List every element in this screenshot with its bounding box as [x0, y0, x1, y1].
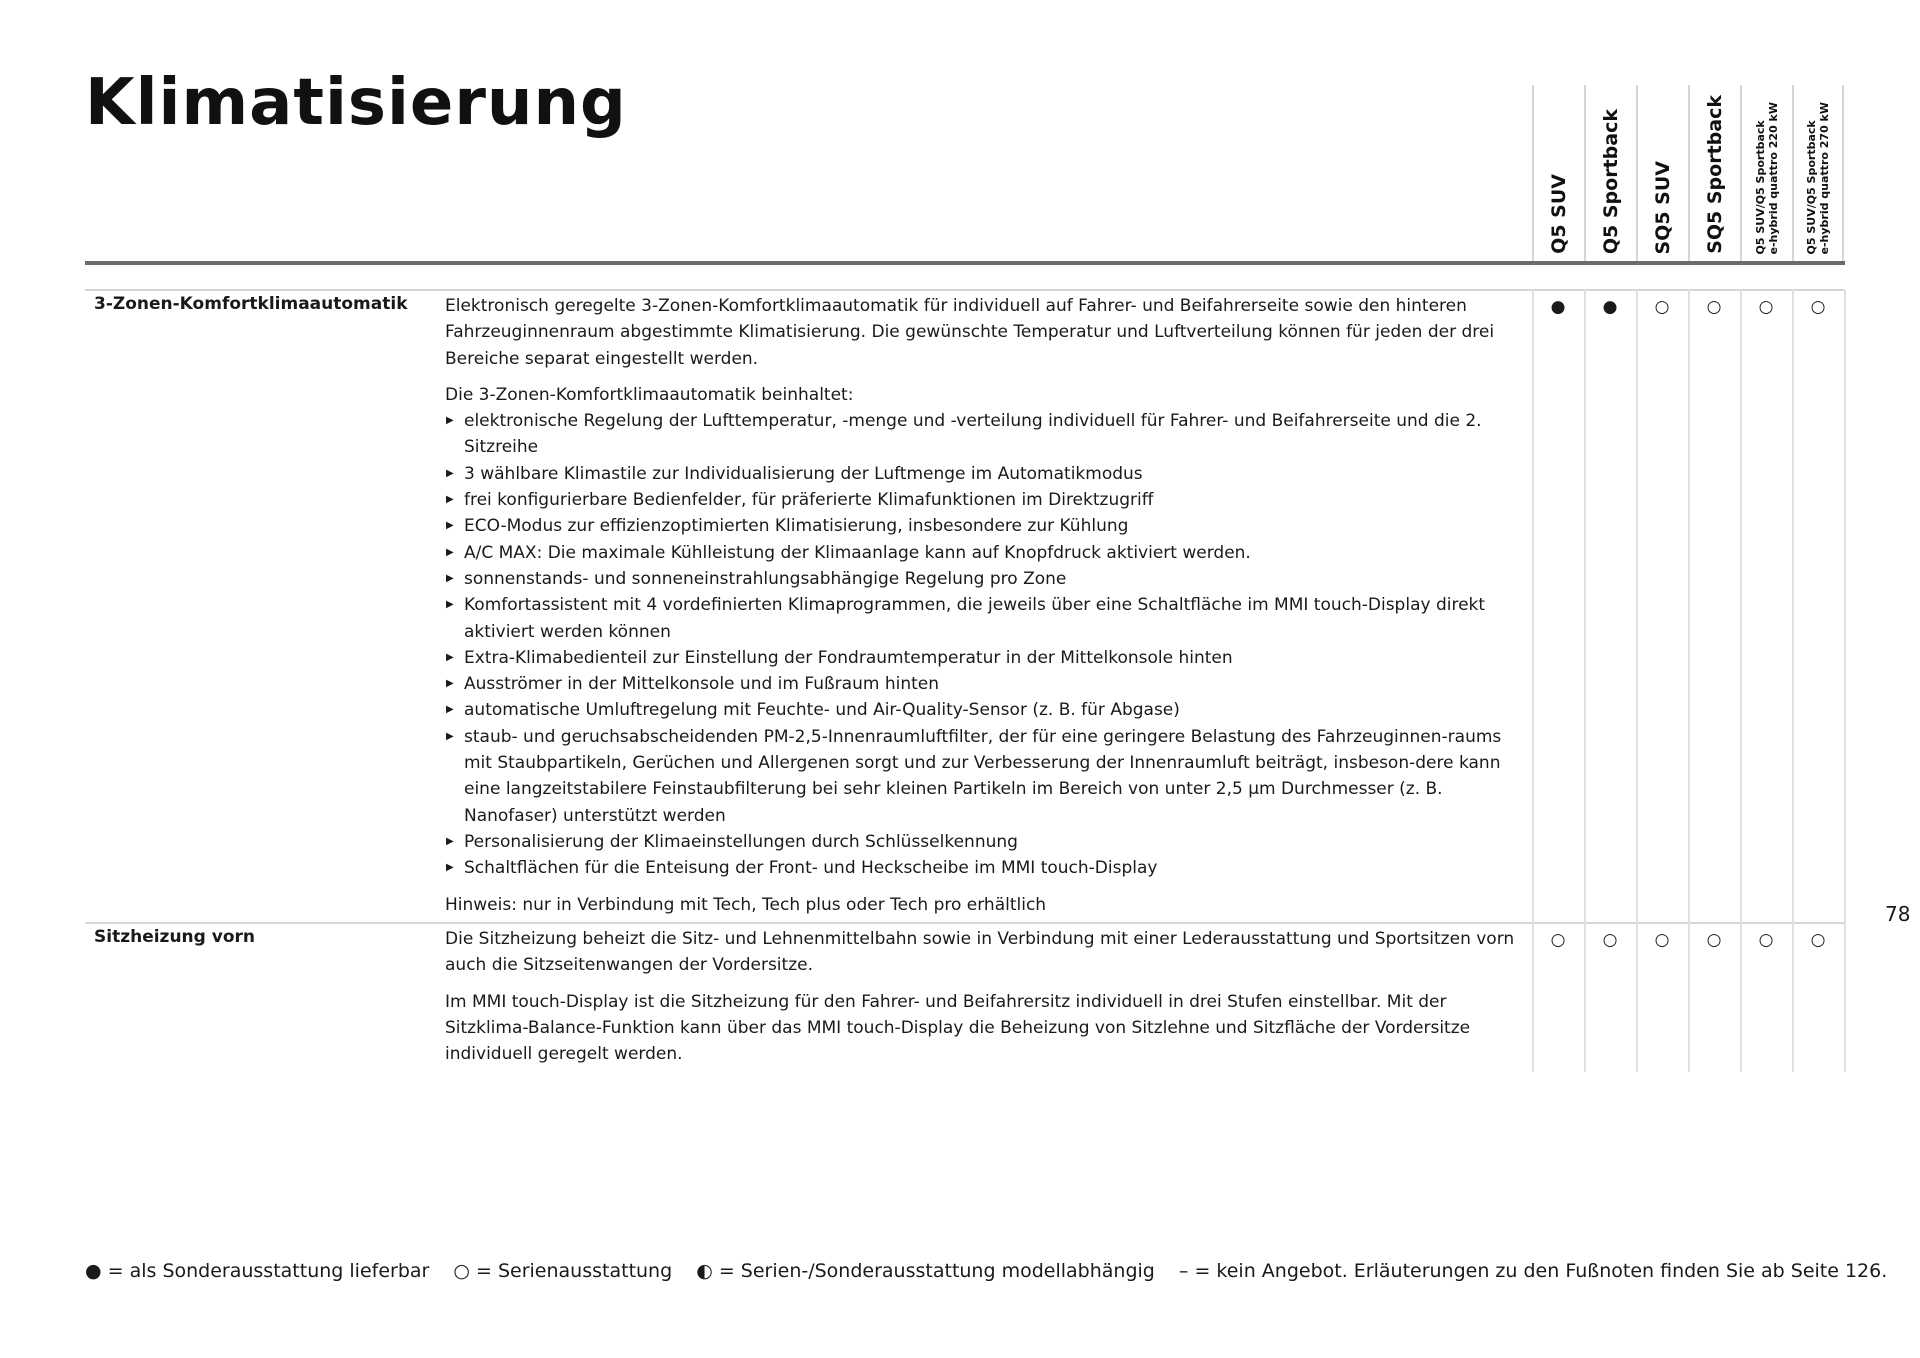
table-top-divider — [85, 289, 1845, 291]
description-note: Hinweis: nur in Verbindung mit Tech, Tech plus oder Tech pro erhältlich — [445, 894, 1047, 915]
mark-standard: ○ — [1654, 930, 1670, 950]
column-divider — [1636, 290, 1638, 1072]
feature-list — [445, 408, 1530, 881]
column-divider — [1584, 290, 1586, 1072]
row-label-sitzheizung: Sitzheizung vorn — [94, 927, 255, 947]
column-label: Q5 SUV — [1548, 174, 1570, 254]
page-number: 78 — [1885, 902, 1911, 926]
mark-optional: ● — [1550, 297, 1566, 317]
column-label: SQ5 Sportback — [1704, 95, 1726, 254]
row-description-klimaautomatik — [445, 293, 1530, 928]
mark-standard: ○ — [1706, 297, 1722, 317]
row-label-klimaautomatik: 3-Zonen-Komfortklimaautomatik — [94, 294, 408, 314]
column-label: SQ5 SUV — [1652, 160, 1674, 254]
list-item: ▶ Komfortassistent mit 4 vordefinierten Klimaprogrammen, die jeweils über eine Schaltfläche im MMI touch-Display direkt aktiviert werden können — [445, 592, 1530, 645]
column-divider — [1792, 290, 1794, 1072]
list-item: ▶ staub- und geruchsabscheidenden PM-2,5-Innenraumluftfilter, der für eine geringere Belastung des Fahrzeuginnen-raums mit Staubpartikeln, Gerüchen und Allergenen sorgt und zur Verbesserung der Innenraumluft beiträgt, insbeson-dere kann eine langzeitstabilere Feinstaubfilterung bei sehr kleinen Partikeln im Bereich von unter 2,5 µm Durchmesser (z. B. Nanofaser) unterstützt werden — [445, 724, 1530, 829]
row-description-sitzheizung — [445, 926, 1530, 1077]
list-item: ▶ frei konfigurierbare Bedienfelder, für präferierte Klimafunktionen im Direktzugriff — [445, 487, 1530, 513]
column-label: Q5 Sportback — [1600, 108, 1622, 254]
column-header-q5-sportback — [1584, 85, 1636, 262]
mark-standard: ○ — [1602, 930, 1618, 950]
list-item: ▶ Ausströmer in der Mittelkonsole und im Fußraum hinten — [445, 671, 1530, 697]
availability-marks — [1532, 296, 1844, 318]
column-label-line1: Q5 SUV/Q5 Sportback — [1754, 119, 1767, 254]
legend — [85, 1260, 1905, 1282]
mark-standard: ○ — [1810, 297, 1826, 317]
column-divider — [1740, 290, 1742, 1072]
column-divider — [1532, 290, 1534, 1072]
column-divider — [1844, 290, 1846, 1072]
list-item: ▶ elektronische Regelung der Lufttemperatur, -menge und -verteilung individuell für Fahrer- und Beifahrerseite und die 2. Sitzreihe — [445, 408, 1530, 461]
mark-optional: ● — [1602, 297, 1618, 317]
mark-standard: ○ — [1758, 297, 1774, 317]
description-detail: Im MMI touch-Display ist die Sitzheizung für den Fahrer- und Beifahrersitz individuell in drei Stufen einstellbar. Mit der Sitzklima-Balance-Funktion kann über das MMI touch-Display die Beheizung von Sitzlehne und Sitzfläche der Vordersitze individuell geregelt werden. — [445, 991, 1471, 1065]
list-item: ▶ 3 wählbare Klimastile zur Individualisierung der Luftmenge im Automatikmodus — [445, 461, 1530, 487]
column-header-sq5-suv — [1636, 85, 1688, 262]
page-title: Klimatisierung — [85, 66, 627, 140]
list-heading: Die 3-Zonen-Komfortklimaautomatik beinhaltet: — [445, 384, 854, 405]
list-item: ▶ ECO-Modus zur effizienzoptimierten Klimatisierung, insbesondere zur Kühlung — [445, 513, 1530, 539]
description-intro: Die Sitzheizung beheizt die Sitz- und Lehnenmittelbahn sowie in Verbindung mit einer Lederausstattung und Sportsitzen vorn auch die Sitzseitenwangen der Vordersitze. — [445, 929, 1515, 976]
list-item: ▶ automatische Umluftregelung mit Feuchte- und Air-Quality-Sensor (z. B. für Abgase) — [445, 697, 1530, 723]
legend-none: – = kein Angebot. Erläuterungen zu den Fußnoten finden Sie ab Seite 126. — [1178, 1260, 1888, 1282]
mark-standard: ○ — [1706, 930, 1722, 950]
availability-marks — [1532, 929, 1844, 951]
mark-standard: ○ — [1654, 297, 1670, 317]
list-item: ▶ Extra-Klimabedienteil zur Einstellung der Fondraumtemperatur in der Mittelkonsole hinten — [445, 645, 1530, 671]
column-label — [1754, 102, 1780, 255]
column-header-e-hybrid-220 — [1740, 85, 1792, 262]
column-label-line2: e-hybrid quattro 220 kW — [1767, 101, 1780, 254]
list-item: ▶ A/C MAX: Die maximale Kühlleistung der Klimaanlage kann auf Knopfdruck aktiviert werden. — [445, 540, 1530, 566]
legend-standard: ○ = Serienausstattung — [453, 1260, 673, 1282]
column-header-sq5-sportback — [1688, 85, 1740, 262]
header-divider — [85, 261, 1845, 265]
column-header-q5-suv — [1532, 85, 1584, 262]
mark-standard: ○ — [1810, 930, 1826, 950]
list-item: ▶ sonnenstands- und sonneneinstrahlungsabhängige Regelung pro Zone — [445, 566, 1530, 592]
mark-standard: ○ — [1758, 930, 1774, 950]
description-intro: Elektronisch geregelte 3-Zonen-Komfortklimaautomatik für individuell auf Fahrer- und Beifahrerseite sowie den hinteren Fahrzeuginnenraum abgestimmte Klimatisierung. Die gewünschte Temperatur und Luftverteilung können für jeden der drei Bereiche separat eingestellt werden. — [445, 296, 1495, 369]
legend-optional: ● = als Sonderausstattung lieferbar — [85, 1260, 430, 1282]
column-header-e-hybrid-270 — [1792, 85, 1844, 262]
column-label — [1805, 102, 1831, 255]
column-label-line2: e-hybrid quattro 270 kW — [1818, 101, 1831, 254]
list-item: ▶ Schaltflächen für die Enteisung der Front- und Heckscheibe im MMI touch-Display — [445, 855, 1530, 881]
list-item: ▶ Personalisierung der Klimaeinstellungen durch Schlüsselkennung — [445, 829, 1530, 855]
column-label-line1: Q5 SUV/Q5 Sportback — [1805, 119, 1818, 254]
mark-standard: ○ — [1550, 930, 1566, 950]
column-divider — [1688, 290, 1690, 1072]
legend-depends: ◐ = Serien-/Sonderausstattung modellabhängig — [696, 1260, 1155, 1282]
